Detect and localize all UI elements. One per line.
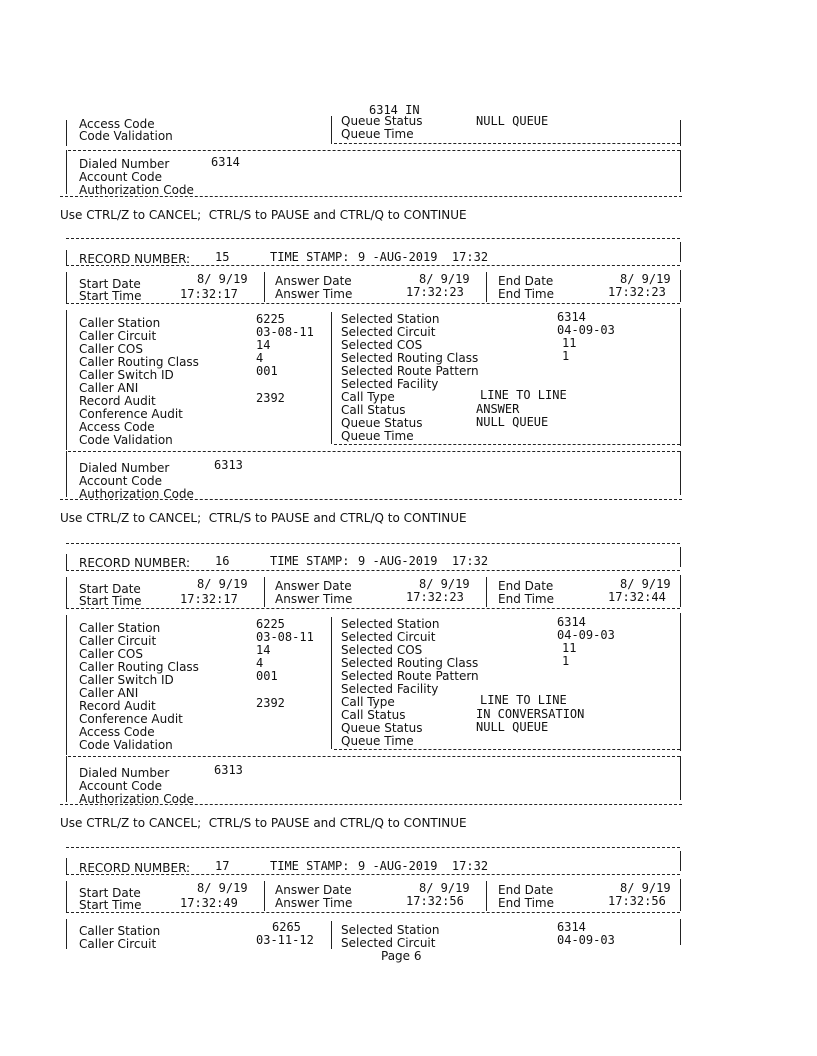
box-border-left bbox=[66, 150, 67, 194]
call-type-label: Call Type bbox=[341, 695, 395, 709]
selected-facility-label: Selected Facility bbox=[341, 377, 439, 391]
record-number-value: 15 bbox=[215, 250, 230, 264]
code-validation-label: Code Validation bbox=[79, 433, 173, 447]
answer-date-value: 8/ 9/19 bbox=[419, 577, 470, 591]
box-border-right bbox=[680, 451, 681, 495]
box-border-right bbox=[680, 613, 681, 751]
time-stamp-label: TIME STAMP: bbox=[270, 250, 350, 264]
record-number-label: RECORD NUMBER: bbox=[79, 861, 191, 875]
start-time-label: Start Time bbox=[79, 594, 142, 608]
caller-routing-class-value: 4 bbox=[256, 656, 264, 670]
record-audit-label: Record Audit bbox=[79, 394, 156, 408]
answer-time-value: 17:32:23 bbox=[406, 590, 464, 604]
call-type-label: Call Type bbox=[341, 390, 395, 404]
answer-date-label: Answer Date bbox=[275, 883, 352, 897]
dialed-number-label: Dialed Number bbox=[79, 157, 170, 171]
selected-circuit-value: 04-09-03 bbox=[557, 323, 615, 337]
start-time-value: 17:32:17 bbox=[180, 592, 238, 606]
separator bbox=[66, 238, 680, 239]
caller-station-label: Caller Station bbox=[79, 621, 161, 635]
box-border-left bbox=[66, 577, 67, 609]
record-audit-value: 2392 bbox=[256, 696, 285, 710]
end-time-label: End Time bbox=[498, 287, 554, 301]
end-time-label: End Time bbox=[498, 896, 554, 910]
selected-cos-label: Selected COS bbox=[341, 643, 423, 657]
selected-station-value: 6314 bbox=[557, 920, 586, 934]
column-divider bbox=[486, 272, 487, 302]
answer-date-label: Answer Date bbox=[275, 274, 352, 288]
box-border-left bbox=[66, 451, 67, 497]
start-time-value: 17:32:49 bbox=[180, 896, 238, 910]
box-border-right bbox=[680, 308, 681, 446]
selected-circuit-value: 04-09-03 bbox=[557, 933, 615, 947]
separator bbox=[60, 804, 682, 805]
time-stamp-value: 9 -AUG-2019 17:32 bbox=[358, 859, 489, 873]
start-time-label: Start Time bbox=[79, 898, 142, 912]
access-code-label: Access Code bbox=[79, 420, 155, 434]
time-stamp-label: TIME STAMP: bbox=[270, 554, 350, 568]
cancel-prompt: Use CTRL/Z to CANCEL; CTRL/S to PAUSE and CTRL/Q to CONTINUE bbox=[60, 816, 467, 830]
selected-cos-value: 11 bbox=[562, 641, 577, 655]
dialed-number-value: 6314 bbox=[211, 155, 240, 169]
separator bbox=[68, 150, 680, 151]
separator bbox=[66, 847, 680, 848]
column-divider bbox=[331, 617, 332, 749]
caller-circuit-label: Caller Circuit bbox=[79, 937, 157, 951]
queue-status-value: NULL QUEUE bbox=[476, 720, 549, 734]
caller-circuit-label: Caller Circuit bbox=[79, 634, 157, 648]
box-border-left bbox=[66, 615, 67, 755]
dialed-number-label: Dialed Number bbox=[79, 461, 170, 475]
caller-ani-label: Caller ANI bbox=[79, 686, 139, 700]
access-code-label: Access Code bbox=[79, 117, 155, 131]
end-date-value: 8/ 9/19 bbox=[620, 881, 671, 895]
end-time-value: 17:32:23 bbox=[608, 285, 666, 299]
time-stamp-value: 9 -AUG-2019 17:32 bbox=[358, 250, 489, 264]
call-status-label: Call Status bbox=[341, 708, 406, 722]
caller-switch-id-label: Caller Switch ID bbox=[79, 368, 174, 382]
separator bbox=[66, 874, 680, 875]
answer-date-label: Answer Date bbox=[275, 579, 352, 593]
selected-station-value: 6314 bbox=[557, 615, 586, 629]
selected-station-value: 6314 bbox=[557, 310, 586, 324]
caller-cos-label: Caller COS bbox=[79, 342, 143, 356]
time-stamp-label: TIME STAMP: bbox=[270, 859, 350, 873]
caller-station-value: 6265 bbox=[272, 920, 301, 934]
separator bbox=[66, 608, 680, 609]
account-code-label: Account Code bbox=[79, 474, 162, 488]
call-status-value: IN CONVERSATION bbox=[476, 707, 585, 721]
caller-ani-label: Caller ANI bbox=[79, 381, 139, 395]
end-date-label: End Date bbox=[498, 579, 554, 593]
selected-station-label: Selected Station bbox=[341, 923, 440, 937]
record-number-label: RECORD NUMBER: bbox=[79, 252, 191, 266]
caller-station-label: Caller Station bbox=[79, 924, 161, 938]
queue-status-value: NULL QUEUE bbox=[476, 114, 549, 128]
selected-routing-class-value: 1 bbox=[562, 654, 570, 668]
conference-audit-label: Conference Audit bbox=[79, 712, 183, 726]
selected-routing-class-value: 1 bbox=[562, 349, 570, 363]
time-stamp-value: 9 -AUG-2019 17:32 bbox=[358, 554, 489, 568]
separator bbox=[334, 749, 680, 750]
start-date-value: 8/ 9/19 bbox=[197, 881, 248, 895]
box-border-left bbox=[66, 120, 67, 146]
separator bbox=[66, 543, 680, 544]
box-border-left bbox=[66, 858, 67, 874]
box-border-right bbox=[680, 547, 681, 567]
box-border-right bbox=[680, 879, 681, 911]
dialed-number-value: 6313 bbox=[214, 763, 243, 777]
authorization-code-label: Authorization Code bbox=[79, 487, 194, 501]
column-divider bbox=[331, 116, 332, 144]
start-date-value: 8/ 9/19 bbox=[197, 272, 248, 286]
column-divider bbox=[331, 921, 332, 949]
queue-time-label: Queue Time bbox=[341, 429, 414, 443]
queue-status-value: NULL QUEUE bbox=[476, 415, 549, 429]
caller-circuit-value: 03-08-11 bbox=[256, 325, 314, 339]
selected-cos-label: Selected COS bbox=[341, 338, 423, 352]
authorization-code-label: Authorization Code bbox=[79, 183, 194, 197]
dialed-number-label: Dialed Number bbox=[79, 766, 170, 780]
selected-facility-label: Selected Facility bbox=[341, 682, 439, 696]
answer-time-value: 17:32:23 bbox=[406, 285, 464, 299]
box-border-left bbox=[66, 272, 67, 304]
end-time-label: End Time bbox=[498, 592, 554, 606]
box-border-right bbox=[680, 242, 681, 262]
caller-station-label: Caller Station bbox=[79, 316, 161, 330]
separator bbox=[66, 265, 680, 266]
separator bbox=[66, 570, 680, 571]
column-divider bbox=[331, 312, 332, 444]
caller-switch-id-label: Caller Switch ID bbox=[79, 673, 174, 687]
caller-switch-id-value: 001 bbox=[256, 669, 278, 683]
selected-station-label: Selected Station bbox=[341, 617, 440, 631]
box-border-left bbox=[66, 756, 67, 802]
caller-routing-class-label: Caller Routing Class bbox=[79, 660, 199, 674]
caller-switch-id-value: 001 bbox=[256, 364, 278, 378]
record-audit-label: Record Audit bbox=[79, 699, 156, 713]
start-date-label: Start Date bbox=[79, 277, 141, 291]
box-border-right bbox=[680, 756, 681, 800]
record-number-label: RECORD NUMBER: bbox=[79, 556, 191, 570]
selected-route-pattern-label: Selected Route Pattern bbox=[341, 669, 479, 683]
box-border-right bbox=[680, 270, 681, 302]
selected-station-label: Selected Station bbox=[341, 312, 440, 326]
separator bbox=[60, 499, 682, 500]
separator bbox=[66, 912, 680, 913]
separator bbox=[60, 196, 682, 197]
record-number-value: 16 bbox=[215, 554, 230, 568]
selected-route-pattern-label: Selected Route Pattern bbox=[341, 364, 479, 378]
selected-routing-class-label: Selected Routing Class bbox=[341, 351, 479, 365]
caller-circuit-label: Caller Circuit bbox=[79, 329, 157, 343]
box-border-left bbox=[66, 919, 67, 949]
caller-cos-value: 14 bbox=[256, 338, 271, 352]
caller-cos-label: Caller COS bbox=[79, 647, 143, 661]
answer-date-value: 8/ 9/19 bbox=[419, 881, 470, 895]
column-divider bbox=[264, 577, 265, 607]
selected-circuit-label: Selected Circuit bbox=[341, 325, 436, 339]
page-number: Page 6 bbox=[381, 949, 422, 963]
end-date-value: 8/ 9/19 bbox=[620, 577, 671, 591]
caller-station-value: 6225 bbox=[256, 312, 285, 326]
caller-circuit-value: 03-11-12 bbox=[256, 933, 314, 947]
call-type-value: LINE TO LINE bbox=[480, 693, 567, 707]
box-border-right bbox=[680, 575, 681, 607]
call-status-label: Call Status bbox=[341, 403, 406, 417]
box-border-right bbox=[680, 150, 681, 192]
code-validation-label: Code Validation bbox=[79, 738, 173, 752]
answer-time-label: Answer Time bbox=[275, 287, 353, 301]
account-code-label: Account Code bbox=[79, 170, 162, 184]
column-divider bbox=[264, 881, 265, 911]
separator bbox=[334, 444, 680, 445]
selected-cos-value: 11 bbox=[562, 336, 577, 350]
conference-audit-label: Conference Audit bbox=[79, 407, 183, 421]
separator bbox=[66, 303, 680, 304]
box-border-left bbox=[66, 554, 67, 570]
start-time-value: 17:32:17 bbox=[180, 287, 238, 301]
answer-time-value: 17:32:56 bbox=[406, 894, 464, 908]
answer-time-label: Answer Time bbox=[275, 896, 353, 910]
dialed-number-value: 6313 bbox=[214, 458, 243, 472]
caller-cos-value: 14 bbox=[256, 643, 271, 657]
queue-status-label: Queue Status bbox=[341, 114, 423, 128]
start-date-label: Start Date bbox=[79, 582, 141, 596]
end-date-value: 8/ 9/19 bbox=[620, 272, 671, 286]
separator bbox=[68, 756, 680, 757]
destination-in-label: 6314 IN bbox=[369, 103, 420, 117]
column-divider bbox=[486, 881, 487, 911]
start-date-label: Start Date bbox=[79, 886, 141, 900]
end-time-value: 17:32:44 bbox=[608, 590, 666, 604]
column-divider bbox=[264, 272, 265, 302]
selected-routing-class-label: Selected Routing Class bbox=[341, 656, 479, 670]
box-border-right bbox=[680, 120, 681, 146]
code-validation-label: Code Validation bbox=[79, 129, 173, 143]
selected-circuit-label: Selected Circuit bbox=[341, 936, 436, 950]
cancel-prompt: Use CTRL/Z to CANCEL; CTRL/S to PAUSE and CTRL/Q to CONTINUE bbox=[60, 208, 467, 222]
separator bbox=[68, 451, 680, 452]
box-border-right bbox=[680, 851, 681, 871]
queue-time-label: Queue Time bbox=[341, 734, 414, 748]
column-divider bbox=[486, 577, 487, 607]
start-time-label: Start Time bbox=[79, 289, 142, 303]
account-code-label: Account Code bbox=[79, 779, 162, 793]
caller-routing-class-label: Caller Routing Class bbox=[79, 355, 199, 369]
queue-time-label: Queue Time bbox=[341, 127, 414, 141]
selected-circuit-label: Selected Circuit bbox=[341, 630, 436, 644]
queue-status-label: Queue Status bbox=[341, 416, 423, 430]
caller-circuit-value: 03-08-11 bbox=[256, 630, 314, 644]
box-border-left bbox=[66, 881, 67, 913]
box-border-left bbox=[66, 310, 67, 450]
call-status-value: ANSWER bbox=[476, 402, 520, 416]
record-audit-value: 2392 bbox=[256, 391, 285, 405]
record-number-value: 17 bbox=[215, 859, 230, 873]
authorization-code-label: Authorization Code bbox=[79, 792, 194, 806]
end-date-label: End Date bbox=[498, 274, 554, 288]
access-code-label: Access Code bbox=[79, 725, 155, 739]
selected-circuit-value: 04-09-03 bbox=[557, 628, 615, 642]
cancel-prompt: Use CTRL/Z to CANCEL; CTRL/S to PAUSE and CTRL/Q to CONTINUE bbox=[60, 511, 467, 525]
caller-routing-class-value: 4 bbox=[256, 351, 264, 365]
start-date-value: 8/ 9/19 bbox=[197, 577, 248, 591]
separator bbox=[334, 143, 680, 144]
end-date-label: End Date bbox=[498, 883, 554, 897]
call-type-value: LINE TO LINE bbox=[480, 388, 567, 402]
box-border-left bbox=[66, 250, 67, 266]
answer-time-label: Answer Time bbox=[275, 592, 353, 606]
answer-date-value: 8/ 9/19 bbox=[419, 272, 470, 286]
end-time-value: 17:32:56 bbox=[608, 894, 666, 908]
caller-station-value: 6225 bbox=[256, 617, 285, 631]
queue-status-label: Queue Status bbox=[341, 721, 423, 735]
box-border-right bbox=[680, 919, 681, 945]
